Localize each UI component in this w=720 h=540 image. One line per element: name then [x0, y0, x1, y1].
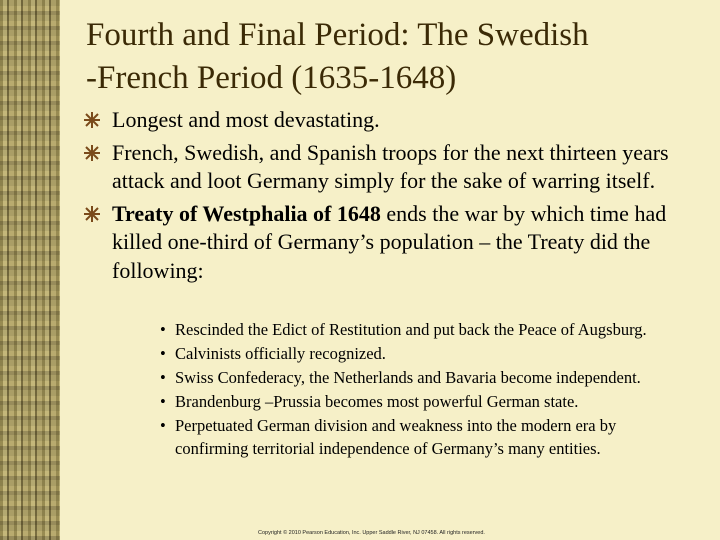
bullet-text: ends the war by which time had killed one-third of Germany’s population – the Treaty did the following: [112, 200, 667, 283]
bullet-bold-text: Treaty of Westphalia of 1648 [112, 200, 381, 226]
bullet-dot: • [160, 368, 166, 387]
asterisk-star-icon [84, 206, 100, 222]
bullet-item [84, 106, 694, 135]
sub-bullet-text: Swiss Confederacy, the Netherlands and Bavaria become independent. [175, 368, 641, 387]
bullet-dot: • [160, 416, 166, 435]
asterisk-star-icon [84, 112, 100, 128]
bullet-item [84, 200, 694, 286]
copyright-notice: Copyright © 2010 Pearson Education, Inc. Upper Saddle River, NJ 07458. All rights reserved. [258, 530, 485, 536]
bullet-dot: • [160, 320, 166, 339]
decorative-sidebar [0, 0, 60, 540]
sub-bullet-text: Perpetuated German division and weakness into the modern era by confirming territorial independence of Germany’s many entities. [175, 416, 617, 458]
sub-bullet-item [160, 390, 685, 413]
bullet-item [84, 139, 694, 196]
bullet-text: French, Swedish, and Spanish troops for the next thirteen years attack and loot Germany simply for the sake of warring itself. [112, 139, 669, 193]
sub-bullet-text: Brandenburg –Prussia becomes most powerful German state. [175, 392, 579, 411]
title-line-2: -French Period (1635-1648) [86, 60, 457, 96]
slide-title [86, 14, 696, 100]
bullet-dot: • [160, 392, 166, 411]
sub-bullet-text: Rescinded the Edict of Restitution and put back the Peace of Augsburg. [175, 320, 647, 339]
bullet-text: Longest and most devastating. [112, 107, 380, 132]
sub-bullet-item [160, 414, 685, 460]
sub-bullet-list [160, 318, 685, 461]
sub-bullet-item [160, 366, 685, 389]
title-line-1: Fourth and Final Period: The Swedish [86, 17, 589, 53]
sub-bullet-item [160, 342, 685, 365]
bullet-list [84, 106, 694, 289]
bullet-dot: • [160, 344, 166, 363]
sub-bullet-text: Calvinists officially recognized. [175, 344, 386, 363]
asterisk-star-icon [84, 145, 100, 161]
sub-bullet-item [160, 318, 685, 341]
